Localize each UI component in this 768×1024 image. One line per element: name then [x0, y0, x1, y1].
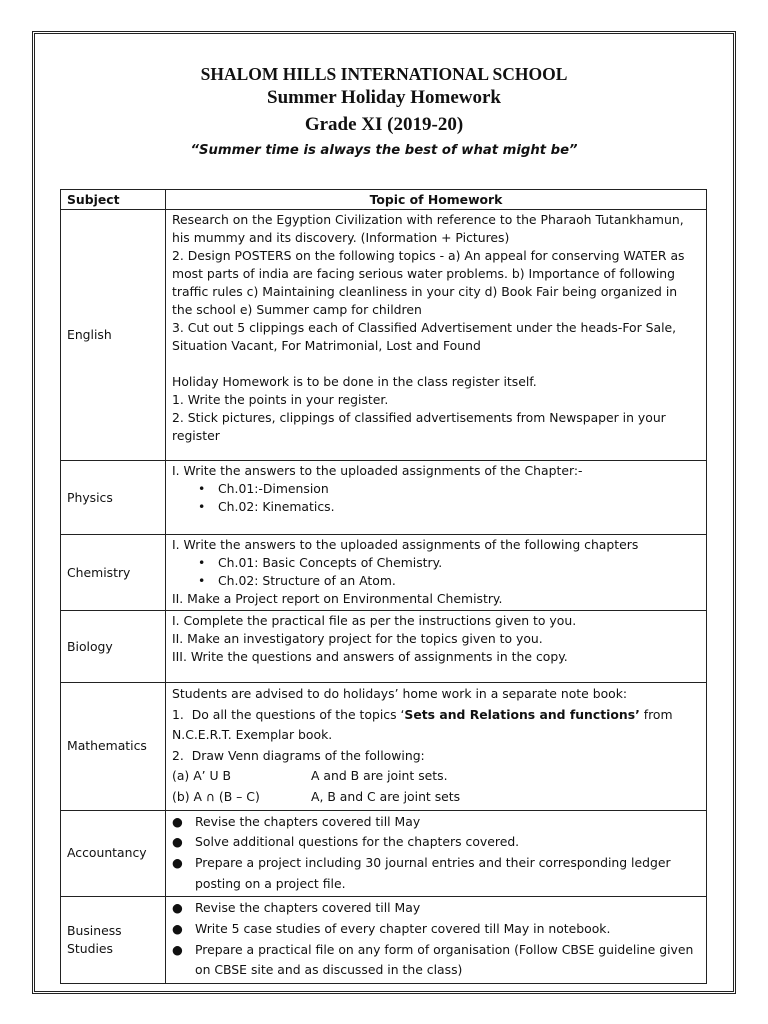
chemistry-intro: I. Write the answers to the uploaded assignments of the following chapters: [172, 537, 639, 552]
subject-business-studies: Business Studies: [61, 897, 166, 984]
bullet-icon: ●: [172, 921, 183, 937]
english-line: the school e) Summer camp for children: [172, 302, 422, 317]
bullet-icon: •: [198, 573, 206, 588]
topic-biology: [166, 611, 707, 683]
bullet-item: • Ch.01:-Dimension: [198, 481, 329, 496]
bullet-item: ● Revise the chapters covered till May: [172, 812, 700, 833]
table-row-chemistry: [61, 535, 707, 611]
english-line: 2. Design POSTERS on the following topics - a) An appeal for conserving WATER as: [172, 248, 685, 263]
subject-physics: Physics: [61, 461, 166, 535]
topic-mathematics: [166, 683, 707, 811]
english-line: 3. Cut out 5 clippings each of Classified Advertisement under the heads-For Sale,: [172, 320, 677, 335]
bullet-item: ● Prepare a project including 30 journal entries and their corresponding ledger: [172, 853, 700, 874]
bullet-icon: ●: [172, 834, 183, 850]
table-row-mathematics: [61, 683, 707, 811]
bullet-icon: ●: [172, 941, 183, 957]
bullet-icon: •: [198, 499, 206, 514]
math-venn-row: (a) A’ U B A and B are joint sets.: [172, 768, 448, 784]
english-line: Research on the Egyption Civilization with reference to the Pharaoh Tutankhamun,: [172, 212, 684, 227]
subject-english: English: [61, 210, 166, 461]
homework-table: [60, 189, 707, 984]
physics-intro: I. Write the answers to the uploaded assignments of the Chapter:-: [172, 463, 583, 478]
english-line: register: [172, 428, 220, 443]
bullet-icon: •: [198, 481, 206, 496]
table-row-accountancy: [61, 810, 707, 897]
bullet-continuation: on CBSE site and as discussed in the class): [195, 962, 463, 978]
column-header-subject: Subject: [61, 190, 166, 210]
column-header-topic: Topic of Homework: [166, 190, 707, 210]
english-line: most parts of india are facing serious water problems. b) Importance of following: [172, 266, 676, 281]
topic-business-studies: [166, 897, 707, 984]
math-line: 2. Draw Venn diagrams of the following:: [172, 747, 425, 763]
chemistry-outro: II. Make a Project report on Environmental Chemistry.: [172, 591, 503, 606]
biology-line: III. Write the questions and answers of assignments in the copy.: [172, 649, 568, 664]
bullet-icon: •: [198, 555, 206, 570]
math-topic-bold: Sets and Relations and functions’: [404, 706, 640, 722]
school-name: SHALOM HILLS INTERNATIONAL SCHOOL: [200, 64, 568, 84]
document-title: Summer Holiday Homework: [267, 87, 501, 108]
subject-chemistry: Chemistry: [61, 535, 166, 611]
biology-line: I. Complete the practical file as per the instructions given to you.: [172, 613, 577, 628]
math-line: N.C.E.R.T. Exemplar book.: [172, 727, 333, 743]
grade-label: Grade XI (2019-20): [304, 114, 464, 135]
bullet-item: ● Solve additional questions for the chapters covered.: [172, 832, 700, 853]
quote: “Summer time is always the best of what might be”: [190, 143, 578, 158]
topic-chemistry: [166, 535, 707, 611]
bullet-icon: ●: [172, 854, 183, 870]
table-row-business-studies: [61, 897, 707, 984]
blank-line: [172, 355, 700, 373]
bullet-item: ● Write 5 case studies of every chapter covered till May in notebook.: [172, 919, 700, 940]
math-venn-row: (b) A ∩ (B – C) A, B and C are joint sets: [172, 788, 461, 804]
bullet-item: ● Prepare a practical file on any form of organisation (Follow CBSE guideline given: [172, 940, 700, 961]
english-line: traffic rules c) Maintaining cleanliness in your city d) Book Fair being organized in: [172, 284, 678, 299]
bullet-item: • Ch.02: Kinematics.: [198, 499, 335, 514]
english-line: 1. Write the points in your register.: [172, 392, 389, 407]
subject-mathematics: Mathematics: [61, 683, 166, 811]
topic-accountancy: [166, 810, 707, 897]
topic-english: [166, 210, 707, 461]
english-line: his mummy and its discovery. (Information + Pictures): [172, 230, 510, 245]
table-row-english: [61, 210, 707, 461]
english-line: Holiday Homework is to be done in the class register itself.: [172, 374, 537, 389]
english-line: 2. Stick pictures, clippings of classified advertisements from Newspaper in your: [172, 410, 666, 425]
table-row-biology: [61, 611, 707, 683]
bullet-continuation: posting on a project file.: [195, 875, 346, 891]
bullet-icon: ●: [172, 813, 183, 829]
bullet-item: • Ch.02: Structure of an Atom.: [198, 573, 396, 588]
english-line: Situation Vacant, For Matrimonial, Lost and Found: [172, 338, 481, 353]
math-line: 1. Do all the questions of the topics ‘Sets and Relations and functions’ from: [172, 706, 673, 722]
subject-biology: Biology: [61, 611, 166, 683]
bullet-icon: ●: [172, 900, 183, 916]
table-header-row: [61, 190, 707, 210]
subject-accountancy: Accountancy: [61, 810, 166, 897]
bullet-item: ● Revise the chapters covered till May: [172, 898, 700, 919]
topic-physics: [166, 461, 707, 535]
bullet-item: • Ch.01: Basic Concepts of Chemistry.: [198, 555, 443, 570]
math-line: Students are advised to do holidays’ home work in a separate note book:: [172, 686, 628, 701]
biology-line: II. Make an investigatory project for the topics given to you.: [172, 631, 543, 646]
table-row-physics: [61, 461, 707, 535]
